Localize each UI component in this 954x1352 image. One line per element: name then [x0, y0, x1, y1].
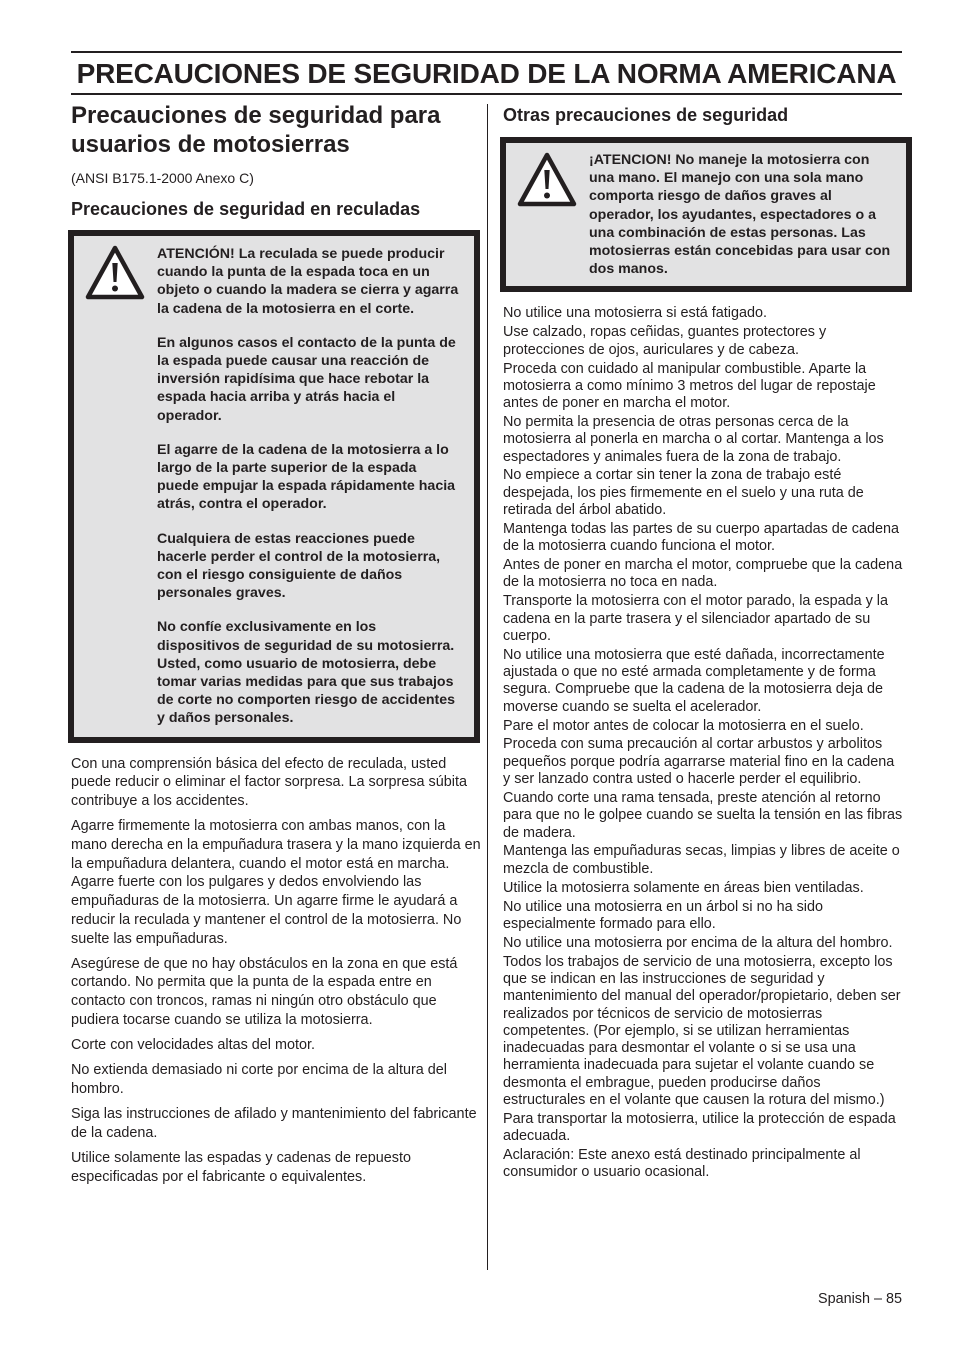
- list-item: Utilice la motosierra solamente en áreas bien ventiladas.: [503, 879, 864, 896]
- paragraph: Corte con velocidades altas del motor.: [71, 1037, 315, 1054]
- standard-reference: (ANSI B175.1-2000 Anexo C): [71, 170, 254, 186]
- page-number: Spanish – 85: [817, 1291, 902, 1307]
- warning-text: En algunos casos el contacto de la punta de la espada puede causar una reacción de inversión rapidísima que hace rebotar la espada hacia arriba y atrás hacia el operador.: [157, 334, 456, 424]
- list-item: Cuando corte una rama tensada, preste atención al retorno para que no le golpee cuando se suelta la tensión en las fibras de madera.: [503, 789, 903, 841]
- warning-text: El agarre de la cadena de la motosierra a lo largo de la parte superior de la espada puede empujar la espada rápidamente hacia atrás, contra el operador.: [157, 441, 456, 513]
- list-item: Antes de poner en marcha el motor, compruebe que la cadena de la motosierra no toca en nada.: [503, 557, 903, 591]
- page-title: PRECAUCIONES DE SEGURIDAD DE LA NORMA AMERICANA: [76, 58, 897, 89]
- list-item: No utilice una motosierra por encima de la altura del hombro.: [503, 934, 893, 951]
- list-item: Mantenga las empuñaduras secas, limpias y libres de aceite o mezcla de combustible.: [503, 843, 900, 877]
- warning-triangle-icon: [516, 151, 578, 209]
- warning-text: ¡ATENCION! No maneje la motosierra con una mano. El manejo con una sola mano comporta riesgo de daños graves al operador, los ayudantes, espectadores o a una combinación de estas personas. Las motosierras están concebidas para usar con dos manos.: [589, 152, 891, 278]
- column-divider: [487, 104, 488, 1270]
- precautions-list: [503, 305, 903, 1181]
- kickback-paragraphs: [71, 755, 481, 1187]
- paragraph: Agarre firmemente la motosierra con ambas manos, con la mano derecha en la empuñadura trasera y la mano izquierda en la empuñadura delantera, cuando el motor está en marcha. Agarre fuerte con los pulgares y dedos envolviendo las empuñaduras de la motosierra. Un agarre firme le ayudará a reducir la reculada y mantener el control de la motosierra. No suelte las empuñaduras.: [71, 818, 481, 947]
- paragraph: No extienda demasiado ni corte por encima de la altura del hombro.: [71, 1062, 447, 1097]
- paragraph: Asegúrese de que no hay obstáculos en la zona en que está cortando. No permita que la punta de la espada entre en contacto con troncos, ramas ni ningún otro obstáculo que pudiera tocarse cuando se utiliza la motosierra.: [71, 955, 458, 1028]
- kickback-subtitle: Precauciones de seguridad en reculadas: [71, 199, 421, 219]
- paragraph: Utilice solamente las espadas y cadenas de repuesto especificadas por el fabricante o equivalentes.: [71, 1150, 411, 1185]
- list-item: No utilice una motosierra en un árbol si no ha sido especialmente formado para ello.: [503, 898, 823, 932]
- kickback-warning-box: [68, 230, 480, 743]
- other-precautions-title: Otras precauciones de seguridad: [503, 105, 789, 125]
- list-item: Use calzado, ropas ceñidas, guantes protectores y protecciones de ojos, auriculares y de cabeza.: [503, 324, 827, 358]
- right-column: [503, 101, 903, 1183]
- one-hand-warning-box: [500, 137, 912, 292]
- list-item: No utilice una motosierra que esté dañada, incorrectamente ajustada o que no esté armada completamente y de forma segura. Compruebe que la cadena de la motosierra deja de moverse cuando se suelta el acelerador.: [503, 646, 885, 715]
- list-item: Para transportar la motosierra, utilice la protección de espada adecuada.: [503, 1110, 896, 1145]
- warning-text: Cualquiera de estas reacciones puede hacerle perder el control de la motosierra, con el riesgo consiguiente de daños personales graves.: [157, 530, 441, 602]
- list-item: Proceda con cuidado al manipular combustible. Aparte la motosierra a como mínimo 3 metros del lugar de repostaje antes de poner en marcha el motor.: [503, 360, 876, 412]
- header-bottom-rule: [71, 93, 902, 95]
- warning-triangle-icon: [84, 244, 146, 302]
- section-title: Precauciones de seguridad para usuarios de motosierras: [71, 102, 441, 158]
- list-item: No utilice una motosierra si está fatigado.: [503, 305, 767, 322]
- list-item: No permita la presencia de otras personas cerca de la motosierra al ponerla en marcha o al cortar. Mantenga a los espectadores y animales fuera de la zona de trabajo.: [503, 413, 884, 465]
- warning-text: ATENCIÓN! La reculada se puede producir cuando la punta de la espada toca en un objeto o cuando la madera se cierra y agarra la cadena de la motosierra en el corte.: [157, 246, 459, 317]
- header-top-rule: [71, 51, 902, 53]
- paragraph: Siga las instrucciones de afilado y mantenimiento del fabricante de la cadena.: [71, 1106, 477, 1141]
- list-item: Transporte la motosierra con el motor parado, la espada y la cadena en la parte trasera y el silenciador apartado de su cuerpo.: [503, 593, 889, 644]
- list-item: Pare el motor antes de colocar la motosierra en el suelo.: [503, 717, 864, 734]
- list-item: Aclaración: Este anexo está destinado principalmente al consumidor o usuario ocasional.: [503, 1147, 861, 1181]
- list-item: Todos los trabajos de servicio de una motosierra, excepto los que se indican en las instrucciones de seguridad y mantenimiento del manual del operador/propietario, deben ser realizados por técnicos de servicio de motosierras competentes. (Por ejemplo, si se utilizan herramientas inadecuadas para desmontar el volante o si se usa una herramienta inadecuada para sujetar el volante cuando se desmonta el embrague, pueden producirse daños estructurales en el volante que causen la rotura del mismo.): [503, 953, 901, 1108]
- list-item: Proceda con suma precaución al cortar arbustos y arbolitos pequeños porque podría agarrarse material fino en la cadena y ser lanzado contra usted o hacerle perder el equilibrio.: [503, 736, 895, 788]
- list-item: No empiece a cortar sin tener la zona de trabajo esté despejada, los pies firmemente en el suelo y una ruta de retirada del árbol abatido.: [503, 467, 864, 519]
- paragraph: Con una comprensión básica del efecto de reculada, usted puede reducir o eliminar el factor sorpresa. La sorpresa súbita contribuye a los accidentes.: [71, 755, 467, 810]
- warning-text: No confíe exclusivamente en los dispositivos de seguridad de su motosierra. Usted, como usuario de motosierra, debe tomar varias medidas para que sus trabajos de corte no comporten riesgo de accidentes y daños personales.: [157, 619, 456, 727]
- list-item: Mantenga todas las partes de su cuerpo apartadas de cadena de la motosierra cuando funciona el motor.: [503, 520, 900, 555]
- left-column: [71, 101, 481, 1193]
